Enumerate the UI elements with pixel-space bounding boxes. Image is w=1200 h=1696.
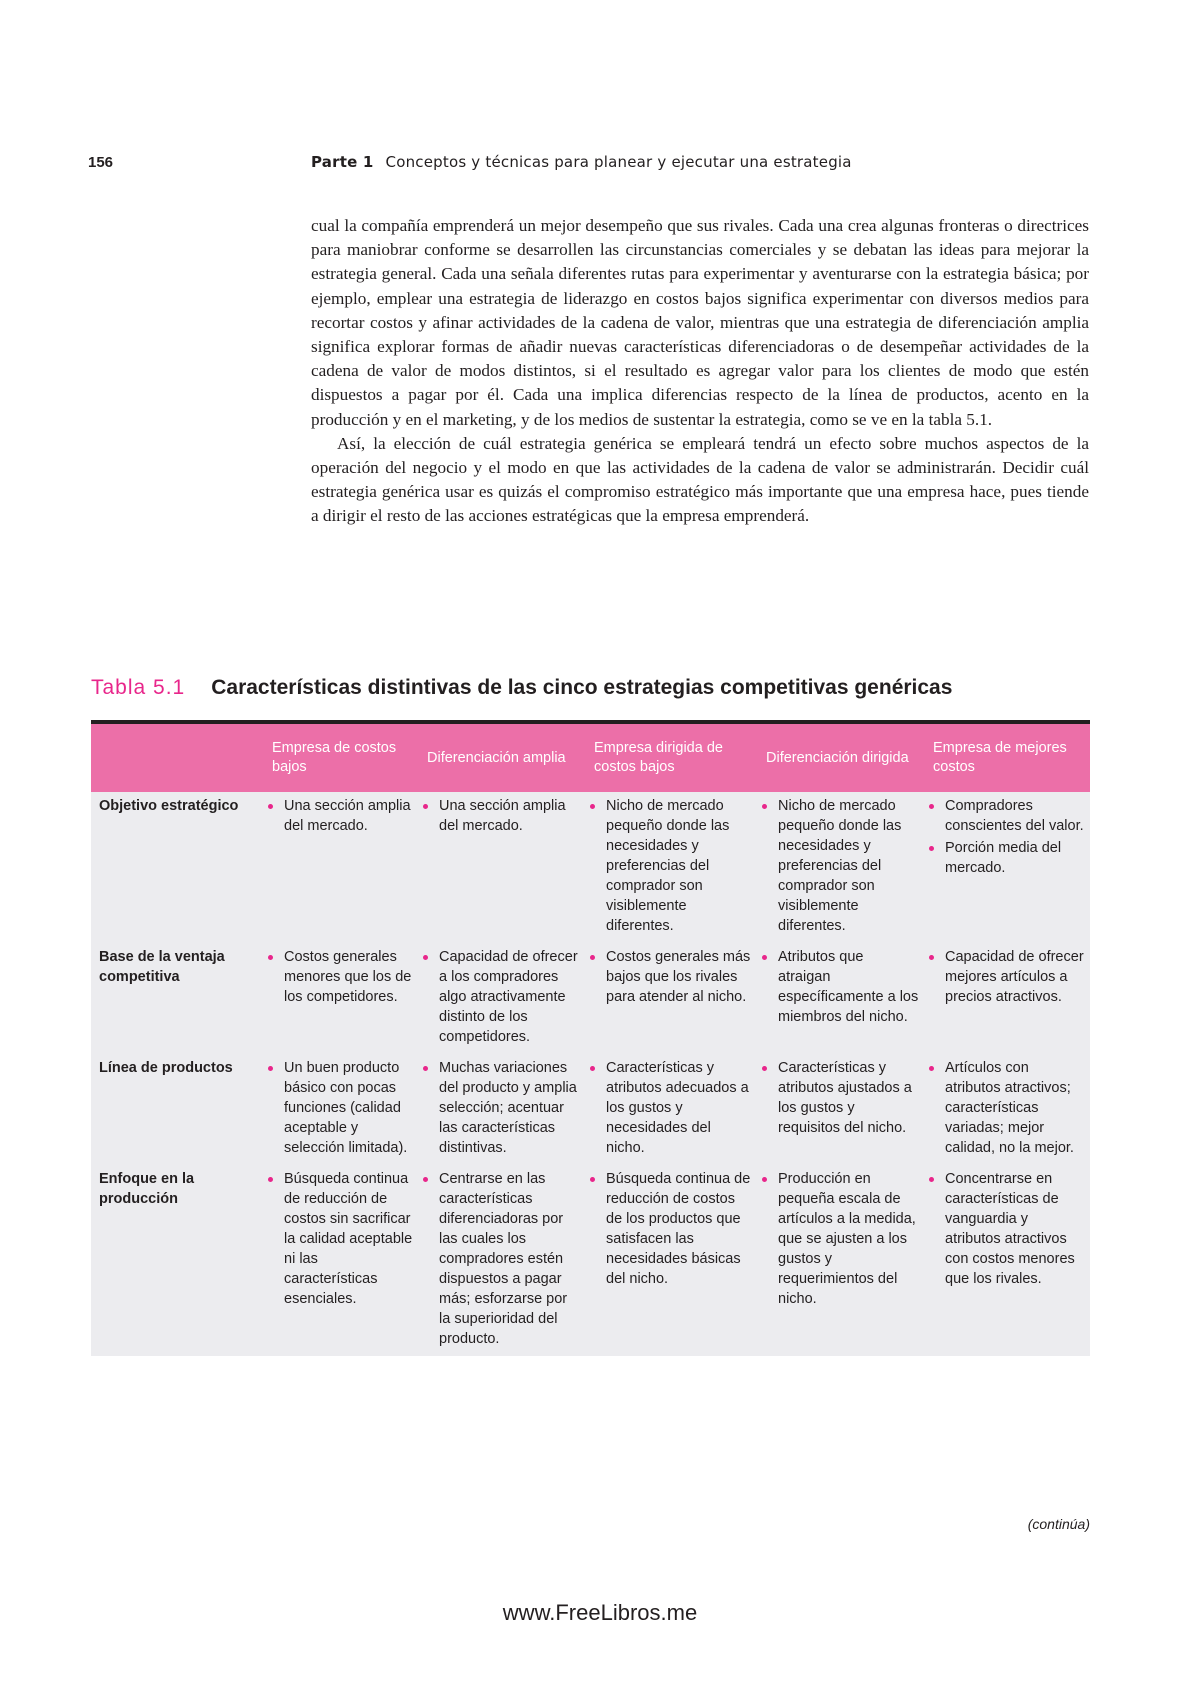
table-header-cell: Diferenciación amplia	[427, 749, 566, 766]
table-cell	[758, 943, 925, 1054]
cell-bullet: Nicho de mercado pequeño donde las necesidades y preferencias del comprador son visiblemente diferentes.	[586, 796, 752, 936]
table-cell	[586, 1054, 758, 1165]
table-label: Tabla 5.1	[91, 676, 186, 699]
table-cell	[586, 1165, 758, 1356]
table-cell	[758, 1165, 925, 1356]
table-header-cell-empty	[91, 722, 264, 792]
table-row	[91, 1054, 1090, 1165]
table-cell	[758, 792, 925, 943]
table-header-cell: Empresa de mejores costos	[933, 740, 1067, 775]
table-cell	[264, 1054, 419, 1165]
table-cell	[264, 943, 419, 1054]
cell-bullet: Centrarse en las características diferenciadoras por las cuales los compradores estén dispuestos a pagar más; esforzarse por la superioridad del producto.	[419, 1169, 580, 1349]
cell-bullet: Búsqueda continua de reducción de costos sin sacrificar la calidad aceptable ni las características esenciales.	[264, 1169, 413, 1309]
table-header-cell: Diferenciación dirigida	[766, 749, 909, 766]
table-cell	[586, 943, 758, 1054]
table-row	[91, 943, 1090, 1054]
row-label: Línea de productos	[99, 1060, 233, 1076]
paragraph: Así, la elección de cuál estrategia genérica se empleará tendrá un efecto sobre muchos aspectos de la operación del negocio y el modo en que las actividades de la cadena de valor se administrarán. Decidir cuál estrategia genérica usar es quizás el compromiso estratégico más importante que una empresa hace, pues tiende a dirigir el resto de las acciones estratégicas que la empresa emprenderá.	[311, 433, 1089, 526]
cell-bullet: Artículos con atributos atractivos; características variadas; mejor calidad, no la mejor.	[925, 1058, 1084, 1158]
footer-url[interactable]: www.FreeLibros.me	[502, 1600, 698, 1625]
body-text	[311, 214, 1089, 529]
table-header-row	[91, 722, 1090, 792]
row-label: Base de la ventaja competitiva	[99, 949, 225, 985]
part-label: Parte 1	[311, 153, 374, 171]
cell-bullet: Capacidad de ofrecer a los compradores algo atractivamente distinto de los competidores.	[419, 947, 580, 1047]
cell-bullet: Porción media del mercado.	[925, 838, 1084, 878]
table-row	[91, 1165, 1090, 1356]
cell-bullet: Una sección amplia del mercado.	[419, 796, 580, 836]
cell-bullet: Nicho de mercado pequeño donde las necesidades y preferencias del comprador son visiblemente diferentes.	[758, 796, 919, 936]
table-cell	[925, 1165, 1090, 1356]
table-cell	[264, 792, 419, 943]
cell-bullet: Producción en pequeña escala de artículos a la medida, que se ajusten a los gustos y requerimientos del nicho.	[758, 1169, 919, 1309]
cell-bullet: Costos generales más bajos que los rivales para atender al nicho.	[586, 947, 752, 1007]
cell-bullet: Capacidad de ofrecer mejores artículos a precios atractivos.	[925, 947, 1084, 1007]
part-title: Conceptos y técnicas para planear y ejecutar una estrategia	[385, 153, 852, 171]
row-label: Enfoque en la producción	[99, 1171, 195, 1207]
table-cell	[419, 792, 586, 943]
table	[91, 720, 1090, 1356]
strategy-table	[91, 720, 1090, 1356]
cell-bullet: Atributos que atraigan específicamente a los miembros del nicho.	[758, 947, 919, 1027]
running-head	[311, 153, 852, 171]
cell-bullet: Características y atributos ajustados a los gustos y requisitos del nicho.	[758, 1058, 919, 1138]
table-header-cell: Empresa dirigida de costos bajos	[594, 740, 723, 775]
cell-bullet: Una sección amplia del mercado.	[264, 796, 413, 836]
table-row	[91, 792, 1090, 943]
cell-bullet: Búsqueda continua de reducción de costos de los productos que satisfacen las necesidades básicas del nicho.	[586, 1169, 752, 1289]
cell-bullet: Un buen producto básico con pocas funciones (calidad aceptable y selección limitada).	[264, 1058, 413, 1158]
table-cell	[925, 943, 1090, 1054]
table-cell	[586, 792, 758, 943]
continued-note: (continúa)	[1027, 1516, 1090, 1532]
cell-bullet: Características y atributos adecuados a los gustos y necesidades del nicho.	[586, 1058, 752, 1158]
table-header-cell: Empresa de costos bajos	[272, 740, 397, 775]
table-title: Características distintivas de las cinco estrategias competitivas genéricas	[211, 676, 953, 699]
cell-bullet: Compradores conscientes del valor.	[925, 796, 1084, 836]
table-caption	[91, 676, 1091, 700]
cell-bullet: Concentrarse en características de vanguardia y atributos atractivos con costos menores que los rivales.	[925, 1169, 1084, 1289]
table-cell	[264, 1165, 419, 1356]
paragraph: cual la compañía emprenderá un mejor desempeño que sus rivales. Cada una crea algunas fronteras o directrices para maniobrar conforme se desarrollen las circunstancias comerciales y se debatan las ideas para mejorar la estrategia general. Cada una señala diferentes rutas para experimentar y aventurarse con la estrategia básica; por ejemplo, emplear una estrategia de liderazgo en costos bajos significa experimentar con diversos medios para recortar costos y afinar actividades de la cadena de valor, mientras que una estrategia de diferenciación amplia significa explorar formas de añadir nuevas características diferenciadoras o de desempeñar actividades de la cadena de valor de modos distintos, si el resultado es agregar valor para los clientes de modo que estén dispuestos a pagar por él. Cada una implica diferencias respecto de la línea de productos, acento en la producción y en el marketing, y de los medios de sustentar la estrategia, como se ve en la tabla 5.1.	[311, 216, 1089, 429]
table-cell	[419, 1054, 586, 1165]
table-cell	[758, 1054, 925, 1165]
cell-bullet: Costos generales menores que los de los competidores.	[264, 947, 413, 1007]
cell-bullet: Muchas variaciones del producto y amplia selección; acentuar las características distintivas.	[419, 1058, 580, 1158]
page-number: 156	[88, 154, 114, 171]
table-cell	[419, 1165, 586, 1356]
table-cell	[925, 1054, 1090, 1165]
table-cell	[419, 943, 586, 1054]
table-cell	[925, 792, 1090, 943]
row-label: Objetivo estratégico	[99, 798, 239, 814]
